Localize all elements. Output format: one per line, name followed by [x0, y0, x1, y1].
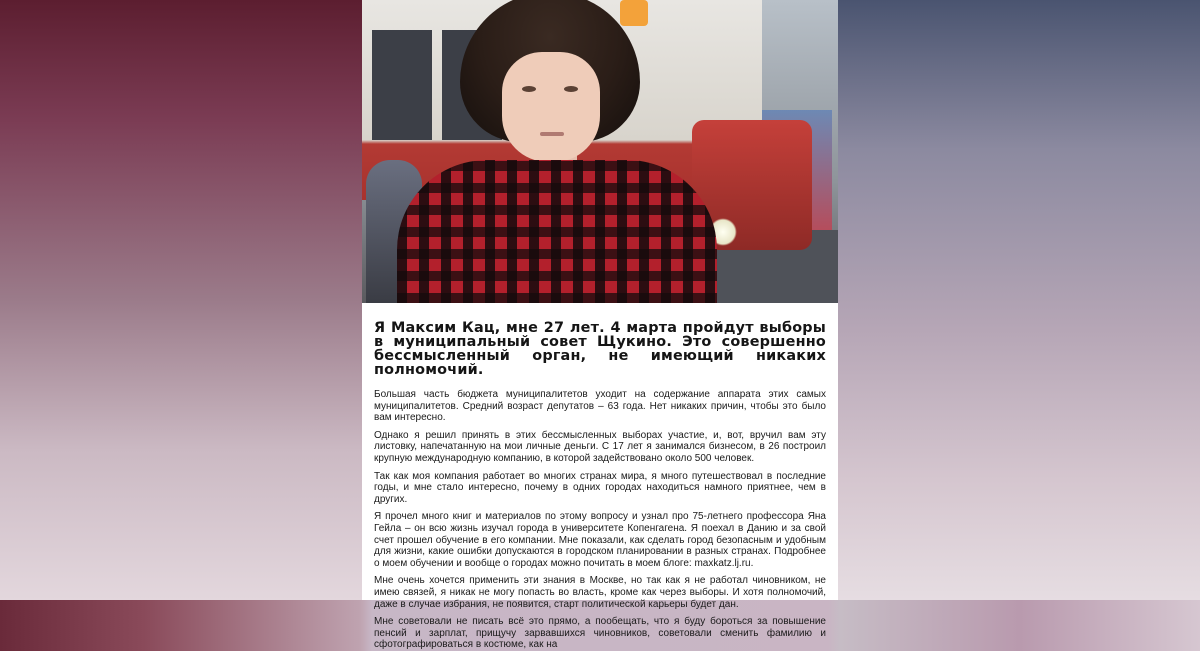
- left-eye: [522, 86, 536, 92]
- tram-window: [372, 30, 432, 140]
- paragraph: Мне советовали не писать всё это прямо, а пообещать, что я буду бороться за повышение пенсий и зарплат, прищучу зарвавшихся чиновников, советовали сменить фамилию и сфотографироваться в костюме, как на: [374, 616, 826, 651]
- background-right: [838, 0, 1200, 600]
- leaflet-text: [362, 303, 838, 651]
- tram-sign: [620, 0, 648, 26]
- paragraph: Большая часть бюджета муниципалитетов уходит на содержание аппарата этих самых муниципалитетов. Средний возраст депутатов – 63 года. Нет никаких причин, чтобы это было вам интересно.: [374, 389, 826, 424]
- plaid-jacket: [397, 160, 717, 303]
- paragraph: Так как моя компания работает во многих странах мира, я много путешествовал в последние годы, и мне стало интересно, почему в одних городах находиться намного приятнее, чем в других.: [374, 470, 826, 505]
- paragraph: Я прочел много книг и материалов по этому вопросу и узнал про 75-летнего профессора Яна Гейла – он всю жизнь изучал города в университете Копенгагена. Я поехал в Данию и за свой счет прошел обучение в его компании. Мне показали, как сделать город безопасным и удобным для жизни, какие ошибки допускаются в городском планировании в разных странах. Подробнее о моем обучении и вообще о городах можно почитать в моем блоге: maxkatz.lj.ru.: [374, 511, 826, 569]
- leaflet-document: [362, 0, 838, 651]
- candidate-photo: [362, 0, 838, 303]
- paragraph: Однако я решил принять в этих бессмысленных выборах участие, и, вот, вручил вам эту листовку, напечатанную на мои личные деньги. С 17 лет я занимался бизнесом, в 26 построил крупную международную компанию, в которой задействовано около 500 человек.: [374, 429, 826, 464]
- face: [502, 52, 600, 162]
- right-eye: [564, 86, 578, 92]
- headline: Я Максим Кац, мне 27 лет. 4 марта пройдут выборы в муниципальный совет Щукино. Это совершенно бессмысленный орган, не имеющий никаких полномочий.: [374, 320, 826, 378]
- mouth: [540, 132, 564, 136]
- paragraph: Мне очень хочется применить эти знания в Москве, но так как я не работал чиновником, не имею связей, я никак не могу попасть во власть, кроме как через выборы. И хотя полномочий, даже в случае избрания, не появится, старт политической карьеры будет дан.: [374, 575, 826, 610]
- background-left: [0, 0, 362, 600]
